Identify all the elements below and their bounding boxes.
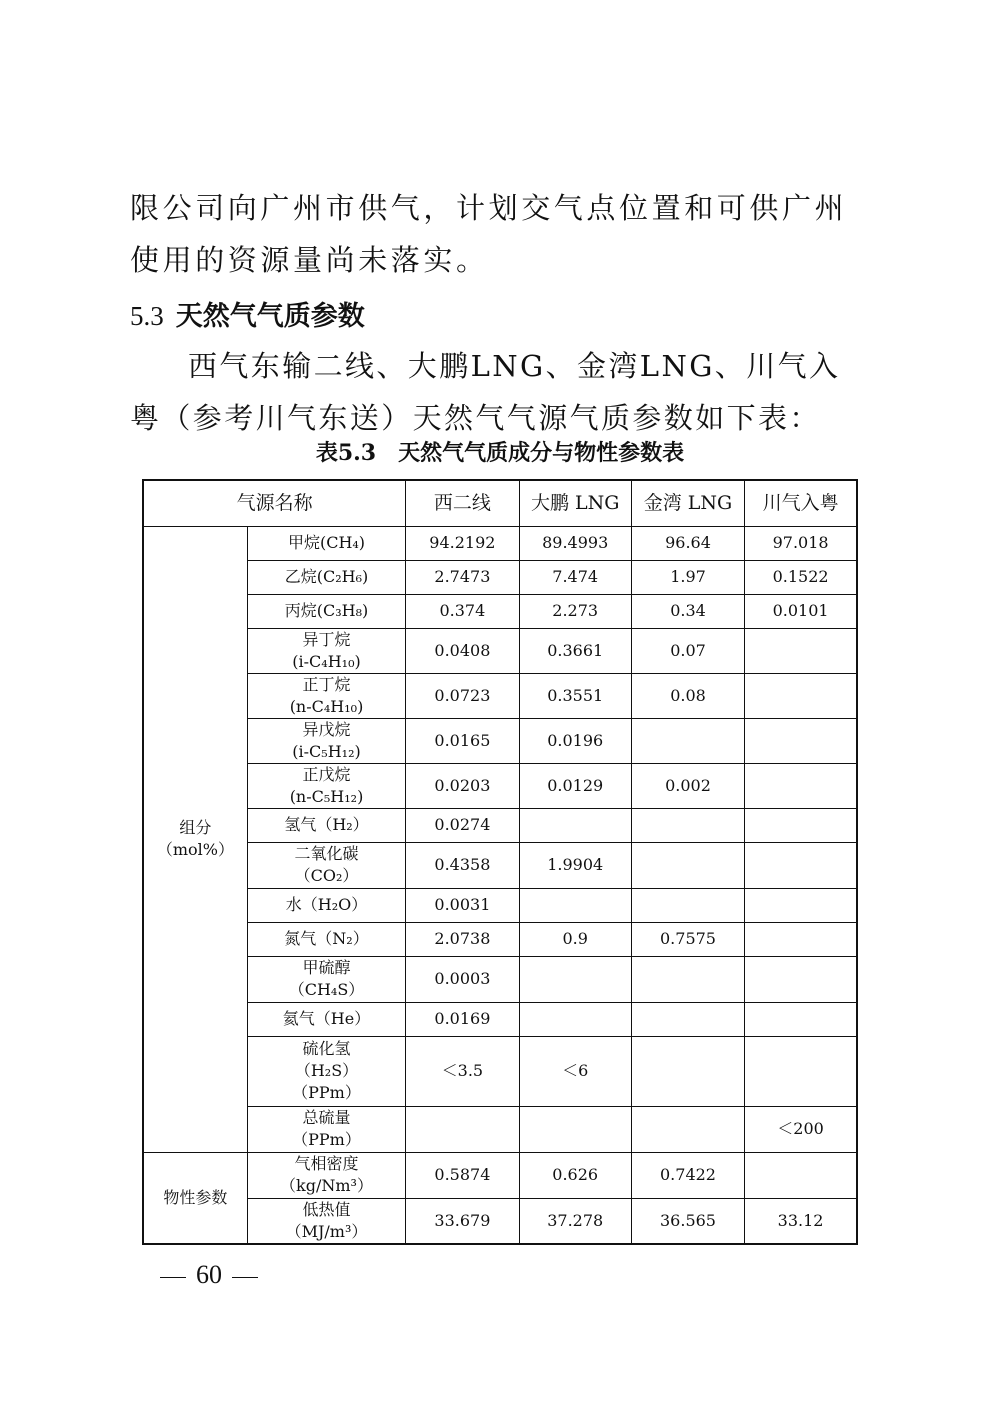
table-cell xyxy=(631,956,744,1002)
group-physical-line: 物性参数 xyxy=(163,1187,228,1207)
table-cell xyxy=(519,808,631,842)
table-cell: 1.9904 xyxy=(519,842,631,888)
table-cell xyxy=(745,956,857,1002)
table-row xyxy=(143,526,857,560)
paragraph-continued: 限公司向广州市供气，计划交气点位置和可供广州使用的资源量尚未落实。 xyxy=(130,191,848,277)
table-cell: 96.64 xyxy=(631,526,744,560)
row-label-line: 正戊烷 xyxy=(302,764,351,784)
table-cell xyxy=(745,718,857,763)
table-cell xyxy=(406,1106,519,1152)
row-label xyxy=(247,842,405,888)
table-cell xyxy=(519,1106,631,1152)
table-cell: ＜3.5 xyxy=(406,1036,519,1106)
table-cell xyxy=(745,673,857,718)
table-row xyxy=(143,808,857,842)
footer-dash-left xyxy=(160,1277,186,1278)
table-row xyxy=(143,560,857,594)
table-cell: 0.0723 xyxy=(406,673,519,718)
table-cell xyxy=(631,718,744,763)
row-label-line: 乙烷(C₂H₆) xyxy=(284,567,369,586)
table-cell: 0.3661 xyxy=(519,628,631,673)
table-row xyxy=(143,1152,857,1198)
table-cell: 0.1522 xyxy=(745,560,857,594)
page-number: 60 xyxy=(196,1260,222,1289)
row-label xyxy=(247,888,405,922)
row-label-line: 异戊烷 xyxy=(302,719,351,739)
row-label xyxy=(247,628,405,673)
row-label-line: 低热值 xyxy=(302,1199,351,1219)
row-label-line: 正丁烷 xyxy=(302,674,351,694)
header-dapeng-lng: 大鹏 LNG xyxy=(519,480,631,526)
table-caption-title: 天然气气质成分与物性参数表 xyxy=(398,440,685,466)
row-label-line: 总硫量 xyxy=(302,1108,351,1127)
table-cell xyxy=(745,808,857,842)
table-row xyxy=(143,763,857,808)
header-source-name: 气源名称 xyxy=(143,480,406,526)
row-label-line: 甲烷(CH₄) xyxy=(287,533,366,552)
row-label xyxy=(247,1152,405,1198)
table-cell: 2.0738 xyxy=(406,922,519,956)
section-title: 天然气气质参数 xyxy=(175,301,365,332)
table-cell: 0.0031 xyxy=(406,888,519,922)
header-west-east-2: 西二线 xyxy=(406,480,519,526)
table-cell: 0.5874 xyxy=(406,1152,519,1198)
table-row xyxy=(143,718,857,763)
table-cell: ＜200 xyxy=(745,1106,857,1152)
table-caption-number: 表5.3 xyxy=(315,440,377,466)
table-cell xyxy=(631,842,744,888)
table-cell: 7.474 xyxy=(519,560,631,594)
table-row xyxy=(143,956,857,1002)
table-cell: 1.97 xyxy=(631,560,744,594)
table-cell: 0.0408 xyxy=(406,628,519,673)
row-label-line: （H₂S） xyxy=(294,1061,359,1080)
table-cell: 0.0169 xyxy=(406,1002,519,1036)
table-cell: 0.0165 xyxy=(406,718,519,763)
table-row xyxy=(143,1106,857,1152)
table-row xyxy=(143,628,857,673)
row-label-line: （CH₄S） xyxy=(288,980,365,999)
row-label xyxy=(247,956,405,1002)
row-label-line: （kg/Nm³） xyxy=(280,1176,373,1195)
row-label-line: (n-C₅H₁₂) xyxy=(289,786,364,806)
table-cell: 0.0003 xyxy=(406,956,519,1002)
row-label xyxy=(247,1106,405,1152)
table-cell: 0.002 xyxy=(631,763,744,808)
row-label-line: (n-C₄H₁₀) xyxy=(289,696,364,716)
table-cell: 0.0129 xyxy=(519,763,631,808)
table-cell xyxy=(745,1036,857,1106)
table-cell xyxy=(631,808,744,842)
row-label xyxy=(247,763,405,808)
row-label-line: （MJ/m³） xyxy=(285,1221,368,1241)
table-cell: 0.4358 xyxy=(406,842,519,888)
table-cell: 2.273 xyxy=(519,594,631,628)
row-label-line: 氮气（N₂） xyxy=(284,929,369,948)
group-composition-line: （mol%） xyxy=(156,840,234,859)
row-label xyxy=(247,594,405,628)
table-cell xyxy=(745,628,857,673)
table-cell: 0.0274 xyxy=(406,808,519,842)
gas-quality-table xyxy=(142,479,858,1245)
group-composition xyxy=(143,526,247,1152)
table-cell xyxy=(631,888,744,922)
table-cell: 0.08 xyxy=(631,673,744,718)
row-label xyxy=(247,1036,405,1106)
row-label-line: (i-C₄H₁₀) xyxy=(292,651,361,671)
table-row xyxy=(143,922,857,956)
table-cell: ＜6 xyxy=(519,1036,631,1106)
table-row xyxy=(143,1036,857,1106)
table-cell: 0.626 xyxy=(519,1152,631,1198)
table-cell xyxy=(631,1002,744,1036)
row-label-line: 异丁烷 xyxy=(302,629,351,649)
row-label-line: （PPm） xyxy=(292,1130,361,1149)
group-physical xyxy=(143,1152,247,1244)
row-label-line: 气相密度 xyxy=(294,1154,359,1173)
row-label-line: (i-C₅H₁₂) xyxy=(292,741,361,761)
page-footer xyxy=(150,1260,268,1290)
table-cell xyxy=(745,888,857,922)
row-label-line: 丙烷(C₃H₈) xyxy=(284,601,369,620)
row-label-line: 二氧化碳 xyxy=(294,844,359,863)
row-label-line: 水（H₂O） xyxy=(285,895,368,914)
table-cell: 94.2192 xyxy=(406,526,519,560)
table-cell: 33.12 xyxy=(745,1198,857,1244)
table-cell: 0.7575 xyxy=(631,922,744,956)
row-label-line: （CO₂） xyxy=(294,866,359,885)
table-row xyxy=(143,888,857,922)
row-label-line: 氦气（He） xyxy=(282,1009,371,1028)
table-cell: 33.679 xyxy=(406,1198,519,1244)
row-label-line: 氢气（H₂） xyxy=(284,815,369,834)
row-label xyxy=(247,1002,405,1036)
table-cell xyxy=(745,763,857,808)
paragraph-intro: 西气东输二线、大鹏LNG、金湾LNG、川气入粤（参考川气东送）天然气气源气质参数如下表： xyxy=(130,349,841,435)
table-row xyxy=(143,673,857,718)
row-label-line: 硫化氢 xyxy=(302,1039,351,1058)
table-cell: 0.374 xyxy=(406,594,519,628)
table-cell: 2.7473 xyxy=(406,560,519,594)
table-cell xyxy=(745,1002,857,1036)
table-cell: 0.07 xyxy=(631,628,744,673)
table-cell xyxy=(519,956,631,1002)
table-cell xyxy=(745,922,857,956)
table-cell xyxy=(745,1152,857,1198)
header-jinwan-lng: 金湾 LNG xyxy=(631,480,744,526)
table-cell: 0.7422 xyxy=(631,1152,744,1198)
table-caption xyxy=(0,436,1000,467)
row-label xyxy=(247,1198,405,1244)
table-cell: 89.4993 xyxy=(519,526,631,560)
row-label xyxy=(247,808,405,842)
table-cell xyxy=(631,1106,744,1152)
row-label xyxy=(247,560,405,594)
table-header-row xyxy=(143,480,857,526)
table-cell: 37.278 xyxy=(519,1198,631,1244)
row-label xyxy=(247,526,405,560)
row-label xyxy=(247,718,405,763)
table-cell: 97.018 xyxy=(745,526,857,560)
group-composition-line: 组分 xyxy=(179,818,212,837)
table-cell: 36.565 xyxy=(631,1198,744,1244)
header-sichuan-gas: 川气入粤 xyxy=(745,480,857,526)
table-row xyxy=(143,842,857,888)
table-cell: 0.9 xyxy=(519,922,631,956)
table-cell xyxy=(519,888,631,922)
row-label-line: 甲硫醇 xyxy=(302,958,351,977)
table-row xyxy=(143,594,857,628)
table-row xyxy=(143,1002,857,1036)
section-heading xyxy=(130,294,365,333)
table-cell: 0.3551 xyxy=(519,673,631,718)
table-cell xyxy=(631,1036,744,1106)
row-label-line: （PPm） xyxy=(292,1083,361,1102)
table-cell: 0.0196 xyxy=(519,718,631,763)
section-number: 5.3 xyxy=(130,301,164,331)
row-label xyxy=(247,673,405,718)
footer-dash-right xyxy=(232,1277,258,1278)
table-cell xyxy=(519,1002,631,1036)
table-cell xyxy=(745,842,857,888)
table-cell: 0.34 xyxy=(631,594,744,628)
table-cell: 0.0101 xyxy=(745,594,857,628)
table-cell: 0.0203 xyxy=(406,763,519,808)
row-label xyxy=(247,922,405,956)
table-row xyxy=(143,1198,857,1244)
